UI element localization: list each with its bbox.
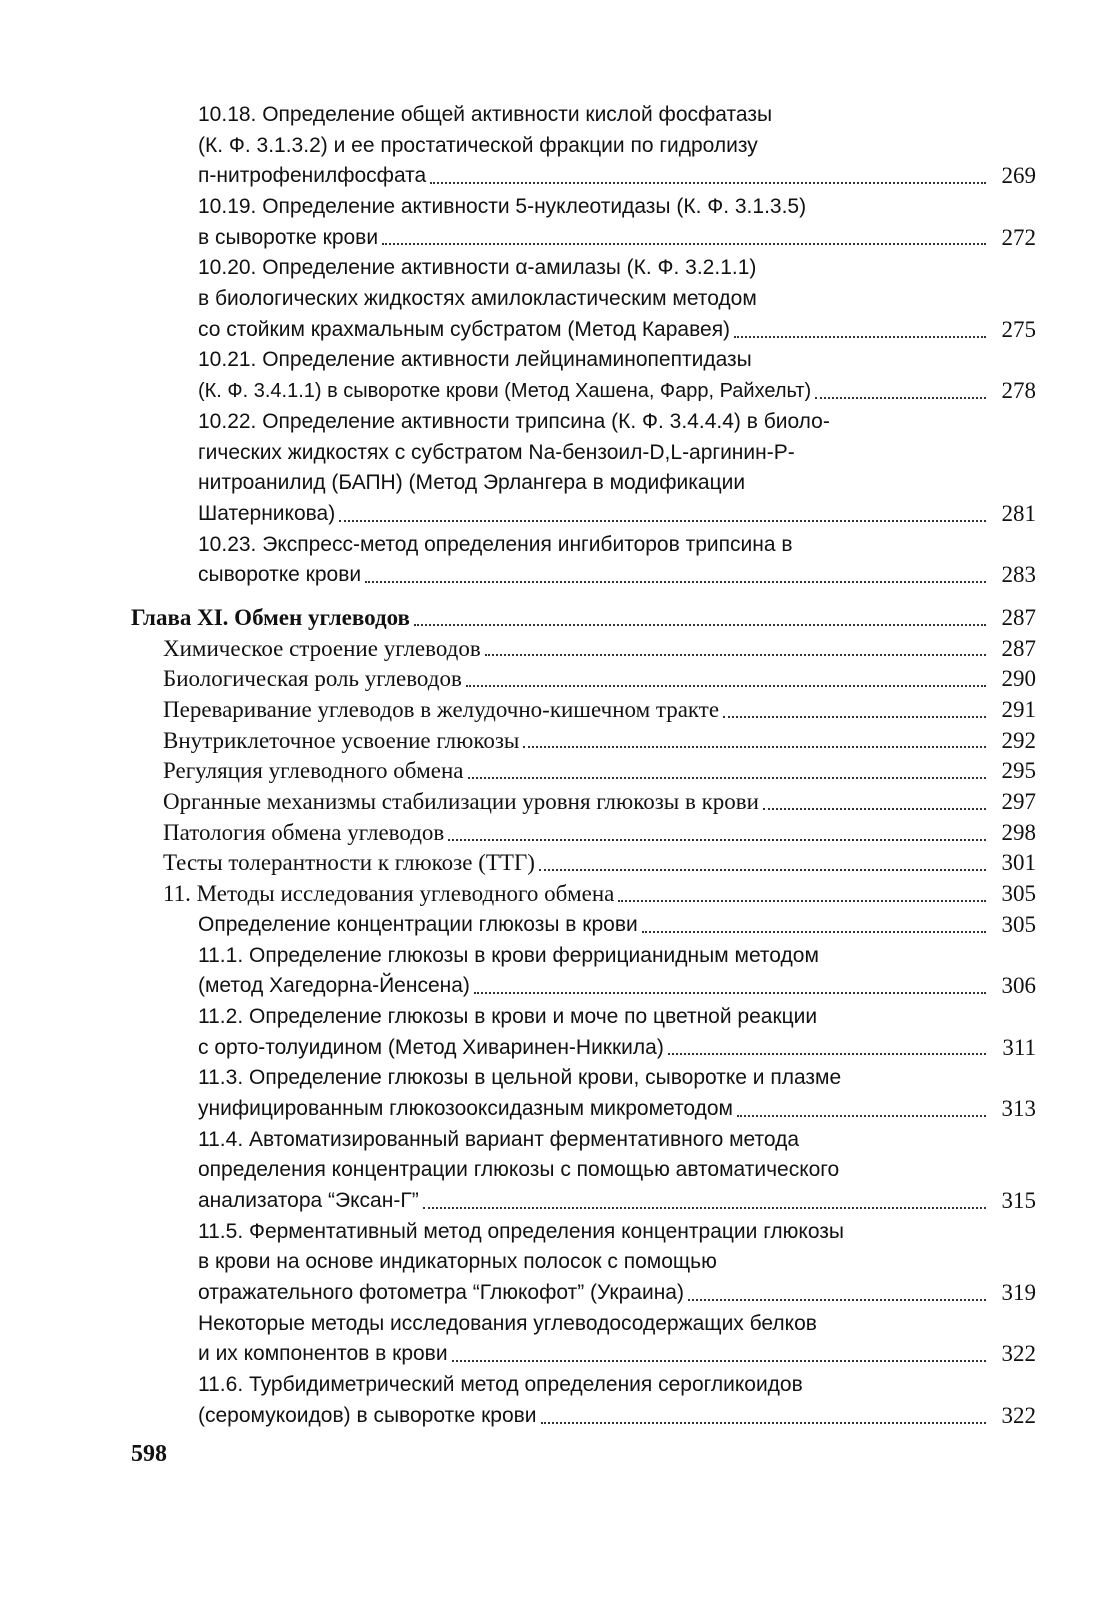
dot-leader <box>474 992 986 994</box>
dot-leader <box>468 777 987 779</box>
toc-entry <box>198 253 1036 345</box>
toc-entry-text: определения концентрации глюкозы с помощью автоматического <box>198 1158 840 1182</box>
dot-leader <box>734 336 986 338</box>
page-ref: 301 <box>1001 850 1036 876</box>
toc-entry <box>198 346 1036 407</box>
dot-leader <box>485 654 986 656</box>
toc-entry <box>198 941 1036 1002</box>
page-ref: 319 <box>1001 1280 1036 1306</box>
page-ref: 313 <box>1001 1095 1036 1121</box>
toc-entry <box>198 1063 1036 1124</box>
toc-section <box>163 787 1036 818</box>
page-ref: 297 <box>1001 789 1036 815</box>
toc-section-title: Химическое строение углеводов <box>163 635 481 661</box>
toc-entry-text: 11.4. Автоматизированный вариант ферментативного метода <box>198 1127 800 1151</box>
table-of-contents <box>131 100 1036 1432</box>
dot-leader <box>668 1053 986 1055</box>
page-ref: 305 <box>1001 881 1036 907</box>
dot-leader <box>688 1299 986 1301</box>
dot-leader <box>642 931 986 933</box>
toc-entry-text: 10.21. Определение активности лейцинаминопептидазы <box>198 348 752 372</box>
toc-section <box>163 849 1036 880</box>
toc-section-title: Внутриклеточное усвоение глюкозы <box>163 727 520 753</box>
dot-leader <box>763 808 986 810</box>
toc-section <box>163 756 1036 787</box>
toc-entry <box>198 192 1036 253</box>
dot-leader <box>737 1115 986 1117</box>
page-ref: 311 <box>1002 1034 1036 1060</box>
page-ref: 292 <box>1001 727 1036 753</box>
toc-entry-text: 10.19. Определение активности 5-нуклеотидазы (К. Ф. 3.1.3.5) <box>198 195 807 219</box>
toc-entry-text: 11.1. Определение глюкозы в крови феррицианидным методом <box>198 943 819 967</box>
toc-entry <box>198 1217 1036 1309</box>
toc-entry-text: отражательного фотометра “Глюкофот” (Украина) <box>198 1281 684 1305</box>
toc-section-title: 11. Методы исследования углеводного обмена <box>163 881 615 907</box>
chapter-title: Глава XI. Обмен углеводов <box>131 604 410 630</box>
toc-entry-text: 10.22. Определение активности трипсина (К. Ф. 3.4.4.4) в биоло- <box>198 409 830 433</box>
page-ref: 269 <box>1001 163 1036 189</box>
dot-leader <box>414 624 986 626</box>
toc-entry-text: в биологических жидкостях амилокластическим методом <box>198 287 757 311</box>
toc-section <box>163 634 1036 665</box>
chapter-heading <box>131 603 1036 634</box>
toc-entry-text: (К. Ф. 3.4.1.1) в сыворотке крови (Метод Хашена, Фарр, Райхельт) <box>198 380 812 403</box>
toc-section-title: Регуляция углеводного обмена <box>163 758 464 784</box>
dot-leader <box>539 869 986 871</box>
page-ref: 278 <box>1001 378 1036 404</box>
page-ref: 283 <box>1001 562 1036 588</box>
toc-entry-text: 11.3. Определение глюкозы в цельной крови, сыворотке и плазме <box>198 1066 842 1090</box>
dot-leader <box>452 1360 986 1362</box>
toc-entry-text: унифицированным глюкозооксидазным микрометодом <box>198 1096 733 1120</box>
toc-entry-text: 11.6. Турбидиметрический метод определения серогликоидов <box>198 1373 803 1397</box>
toc-entry-text: гических жидкостях с субстратом Na-бензоил-D,L-аргинин-Р- <box>198 440 795 464</box>
toc-entry <box>198 530 1036 591</box>
page-ref: 287 <box>1001 635 1036 661</box>
toc-entry-text: 11.5. Ферментативный метод определения концентрации глюкозы <box>198 1219 844 1243</box>
page-ref: 275 <box>1001 316 1036 342</box>
dot-leader <box>423 1207 986 1209</box>
toc-entry <box>198 910 1036 941</box>
dot-leader <box>541 1422 986 1424</box>
toc-section-title: Тесты толерантности к глюкозе (ТТГ) <box>163 850 535 876</box>
toc-entry-text: (К. Ф. 3.1.3.2) и ее простатической фракции по гидролизу <box>198 133 758 157</box>
page-ref: 322 <box>1001 1341 1036 1367</box>
page-ref: 291 <box>1001 697 1036 723</box>
toc-entry-text: нитроанилид (БАПН) (Метод Эрлангера в модификации <box>198 471 746 495</box>
dot-leader <box>523 746 986 748</box>
toc-section <box>163 726 1036 757</box>
page-ref: 322 <box>1001 1402 1036 1428</box>
page-ref: 306 <box>1001 973 1036 999</box>
toc-entry-text: Шатерникова) <box>198 501 336 525</box>
page-ref: 281 <box>1001 500 1036 526</box>
toc-section-title: Переваривание углеводов в желудочно-кишечном тракте <box>163 697 720 723</box>
toc-section <box>163 695 1036 726</box>
toc-entry-text: 10.20. Определение активности α-амилазы (К. Ф. 3.2.1.1) <box>198 256 757 280</box>
toc-entry-text: и их компонентов в крови <box>198 1342 448 1366</box>
dot-leader <box>618 900 986 902</box>
page-ref: 287 <box>1001 604 1036 630</box>
toc-entry-text: сыворотке крови <box>198 563 362 587</box>
page-ref: 290 <box>1001 666 1036 692</box>
toc-entry <box>198 1002 1036 1063</box>
toc-entry-text: 10.18. Определение общей активности кислой фосфатазы <box>198 102 773 126</box>
toc-entry-text: Некоторые методы исследования углеводосодержащих белков <box>198 1311 817 1335</box>
dot-leader <box>339 520 986 522</box>
toc-entry-text: п-нитрофенилфосфата <box>198 164 427 188</box>
dot-leader <box>430 182 986 184</box>
toc-section <box>163 818 1036 849</box>
toc-entry <box>198 1370 1036 1431</box>
toc-entry-text: в сыворотке крови <box>198 225 379 249</box>
dot-leader <box>382 243 986 245</box>
dot-leader <box>365 581 986 583</box>
toc-entry <box>198 1125 1036 1217</box>
toc-entry-text: с орто-толуидином (Метод Хиваринен-Никкила) <box>198 1035 664 1059</box>
dot-leader <box>448 839 986 841</box>
toc-entry-text: (метод Хагедорна-Йенсена) <box>198 974 470 998</box>
page-number: 598 <box>131 1441 167 1467</box>
toc-entry-text: Определение концентрации глюкозы в крови <box>198 912 638 936</box>
page-ref: 295 <box>1001 758 1036 784</box>
toc-entry-text: 11.2. Определение глюкозы в крови и моче по цветной реакции <box>198 1004 818 1028</box>
toc-section-title: Патология обмена углеводов <box>163 819 445 845</box>
page-ref: 315 <box>1001 1188 1036 1214</box>
toc-entry-text: со стойким крахмальным субстратом (Метод Каравея) <box>198 317 731 341</box>
page-ref: 305 <box>1001 911 1036 937</box>
dot-leader <box>466 685 986 687</box>
toc-entry <box>198 1309 1036 1370</box>
toc-section-title: Биологическая роль углеводов <box>163 666 462 692</box>
toc-entry <box>198 100 1036 192</box>
toc-entry-text: анализатора “Эксан-Г” <box>198 1189 419 1213</box>
toc-entry-text: в крови на основе индикаторных полосок с помощью <box>198 1250 717 1274</box>
page-ref: 298 <box>1001 819 1036 845</box>
toc-entry-text: 10.23. Экспресс-метод определения ингибиторов трипсина в <box>198 532 793 556</box>
page-ref: 272 <box>1001 224 1036 250</box>
toc-entry-text: (серомукоидов) в сыворотке крови <box>198 1403 537 1427</box>
toc-section-title: Органные механизмы стабилизации уровня глюкозы в крови <box>163 789 759 815</box>
dot-leader <box>723 716 986 718</box>
toc-section <box>163 664 1036 695</box>
toc-section <box>163 879 1036 910</box>
toc-entry <box>198 407 1036 530</box>
dot-leader <box>815 397 986 399</box>
